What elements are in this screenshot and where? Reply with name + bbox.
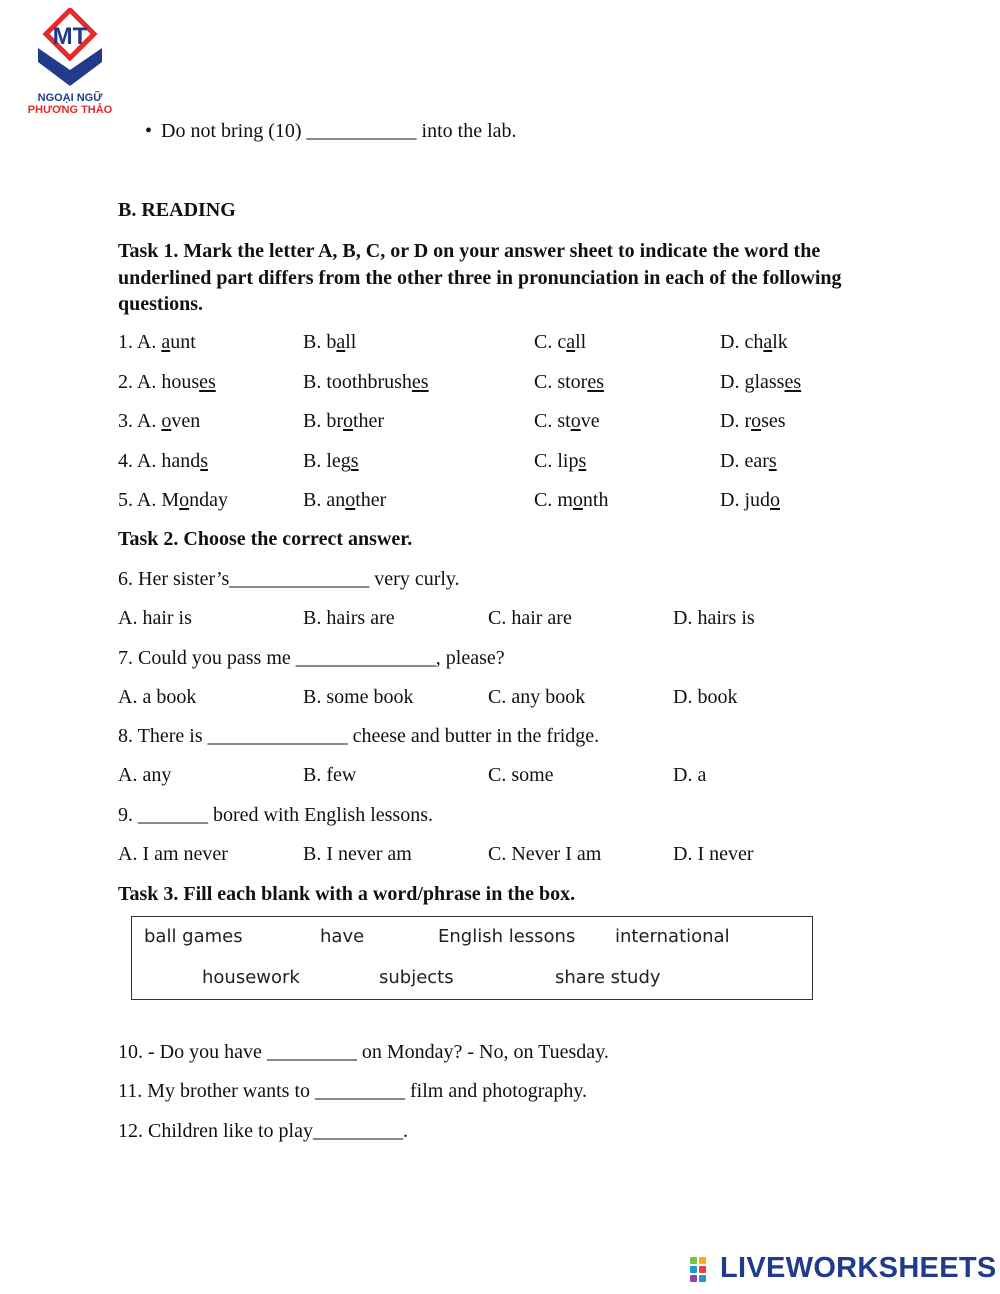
underlined-part: o bbox=[751, 410, 762, 432]
task2-option: C. any book bbox=[488, 686, 586, 708]
task1-option bbox=[303, 410, 384, 433]
task2-option: B. I never am bbox=[303, 843, 412, 865]
task1-option bbox=[118, 331, 196, 354]
option-text: C. stor bbox=[534, 371, 588, 393]
task2-option: A. I am never bbox=[118, 843, 228, 865]
task2-option: A. hair is bbox=[118, 607, 192, 629]
underlined-part: a bbox=[566, 331, 576, 353]
underlined-part: es bbox=[784, 371, 802, 393]
option-text: ses bbox=[761, 410, 786, 432]
task1-option bbox=[534, 331, 586, 354]
task3-heading: Task 3. Fill each blank with a word/phrase in the box. bbox=[118, 883, 576, 905]
option-text: D. jud bbox=[720, 489, 770, 511]
task1-option bbox=[118, 410, 200, 433]
box-word: housework bbox=[202, 967, 300, 988]
task2-option: A. any bbox=[118, 764, 172, 786]
underlined-part: o bbox=[345, 489, 356, 511]
task1-option bbox=[303, 450, 359, 473]
task1-option bbox=[118, 371, 216, 394]
task1-option bbox=[534, 489, 608, 512]
task2-heading: Task 2. Choose the correct answer. bbox=[118, 528, 413, 550]
task2-option: B. hairs are bbox=[303, 607, 395, 629]
box-word: English lessons bbox=[438, 926, 576, 947]
underlined-part: a bbox=[763, 331, 773, 353]
option-text: ven bbox=[171, 410, 201, 432]
option-text: D. r bbox=[720, 410, 752, 432]
box-word: international bbox=[615, 926, 730, 947]
task1-option bbox=[720, 331, 788, 354]
option-text: B. b bbox=[303, 331, 337, 353]
task1-option bbox=[720, 371, 801, 394]
option-text: ther bbox=[353, 410, 385, 432]
task2-option: C. hair are bbox=[488, 607, 572, 629]
task1-option bbox=[303, 331, 356, 354]
option-text: lk bbox=[772, 331, 788, 353]
option-text: 3. A. bbox=[118, 410, 162, 432]
logo-emblem-icon bbox=[22, 8, 118, 92]
task1-option bbox=[534, 410, 600, 433]
underlined-part: o bbox=[179, 489, 190, 511]
task2-option: C. some bbox=[488, 764, 554, 786]
option-text: B. leg bbox=[303, 450, 351, 472]
underlined-part: es bbox=[411, 371, 429, 393]
box-word: have bbox=[320, 926, 365, 947]
underlined-part: s bbox=[350, 450, 359, 472]
bullet-symbol: • bbox=[145, 120, 153, 142]
box-word: subjects bbox=[379, 967, 454, 988]
task1-option bbox=[118, 489, 228, 512]
underlined-part: a bbox=[161, 331, 171, 353]
liveworksheets-logo-icon bbox=[690, 1257, 716, 1283]
option-text: C. c bbox=[534, 331, 567, 353]
box-word: ball games bbox=[144, 926, 243, 947]
option-text: B. br bbox=[303, 410, 343, 432]
task1-option bbox=[534, 371, 604, 394]
option-text: D. ch bbox=[720, 331, 764, 353]
option-text: unt bbox=[170, 331, 196, 353]
option-text: ll bbox=[575, 331, 587, 353]
task2-option: A. a book bbox=[118, 686, 197, 708]
underlined-part: s bbox=[200, 450, 209, 472]
section-title: B. READING bbox=[118, 199, 236, 221]
task3-question: 11. My brother wants to _________ film and photography. bbox=[118, 1080, 588, 1102]
option-text: 1. A. bbox=[118, 331, 162, 353]
task3-question: 12. Children like to play_________. bbox=[118, 1120, 408, 1142]
task1-option bbox=[720, 450, 777, 473]
task1-option bbox=[720, 489, 780, 512]
underlined-part: o bbox=[570, 410, 581, 432]
option-text: ther bbox=[355, 489, 387, 511]
task3-question: 10. - Do you have _________ on Monday? - No, on Tuesday. bbox=[118, 1041, 609, 1063]
svg-text:MT: MT bbox=[52, 23, 88, 50]
task2-option: D. a bbox=[673, 764, 707, 786]
underlined-part: s bbox=[578, 450, 587, 472]
underlined-part: es bbox=[587, 371, 605, 393]
task1-option bbox=[534, 450, 586, 473]
task2-option: C. Never I am bbox=[488, 843, 602, 865]
task2-question-stem: 6. Her sister’s______________ very curly. bbox=[118, 568, 460, 590]
option-text: 2. A. hous bbox=[118, 371, 200, 393]
task2-question-stem: 8. There is ______________ cheese and butter in the fridge. bbox=[118, 725, 600, 747]
underlined-part: o bbox=[343, 410, 353, 432]
bullet-line bbox=[145, 120, 517, 143]
task1-option bbox=[720, 410, 786, 433]
underlined-part: o bbox=[161, 410, 172, 432]
option-text: 4. A. hand bbox=[118, 450, 201, 472]
task1-option bbox=[118, 450, 208, 473]
bullet-text: Do not bring (10) ___________ into the lab. bbox=[161, 120, 517, 142]
task2-option: B. few bbox=[303, 764, 357, 786]
option-text: ve bbox=[580, 410, 600, 432]
option-text: D. ear bbox=[720, 450, 769, 472]
option-text: C. st bbox=[534, 410, 571, 432]
brand-text: LIVEWORKSHEETS bbox=[720, 1252, 997, 1284]
task2-question-stem: 7. Could you pass me ______________, please? bbox=[118, 647, 505, 669]
logo bbox=[22, 8, 122, 116]
option-text: ll bbox=[345, 331, 357, 353]
option-text: C. lip bbox=[534, 450, 579, 472]
task2-question-stem: 9. _______ bored with English lessons. bbox=[118, 804, 433, 826]
task1-option bbox=[303, 489, 386, 512]
underlined-part: o bbox=[572, 489, 583, 511]
task1-heading: Task 1. Mark the letter A, B, C, or D on your answer sheet to indicate the word the underlined part differs from the other three in pronunciation in each of the following questions. bbox=[118, 240, 842, 315]
option-text: B. toothbrush bbox=[303, 371, 412, 393]
option-text: C. m bbox=[534, 489, 573, 511]
box-word: share study bbox=[555, 967, 661, 988]
task1-option bbox=[303, 371, 429, 394]
option-text: nth bbox=[582, 489, 609, 511]
underlined-part: a bbox=[336, 331, 346, 353]
task2-option: D. I never bbox=[673, 843, 754, 865]
task2-option: B. some book bbox=[303, 686, 414, 708]
option-text: D. glass bbox=[720, 371, 785, 393]
option-text: nday bbox=[189, 489, 229, 511]
logo-line-2: PHƯƠNG THẢO bbox=[27, 104, 113, 116]
option-text: B. an bbox=[303, 489, 346, 511]
underlined-part: o bbox=[770, 489, 780, 511]
word-box bbox=[131, 916, 813, 1000]
underlined-part: s bbox=[768, 450, 777, 472]
task2-option: D. hairs is bbox=[673, 607, 755, 629]
logo-line-1: NGOẠI NGỮ bbox=[37, 92, 103, 104]
underlined-part: es bbox=[199, 371, 216, 393]
task2-option: D. book bbox=[673, 686, 738, 708]
option-text: 5. A. M bbox=[118, 489, 180, 511]
